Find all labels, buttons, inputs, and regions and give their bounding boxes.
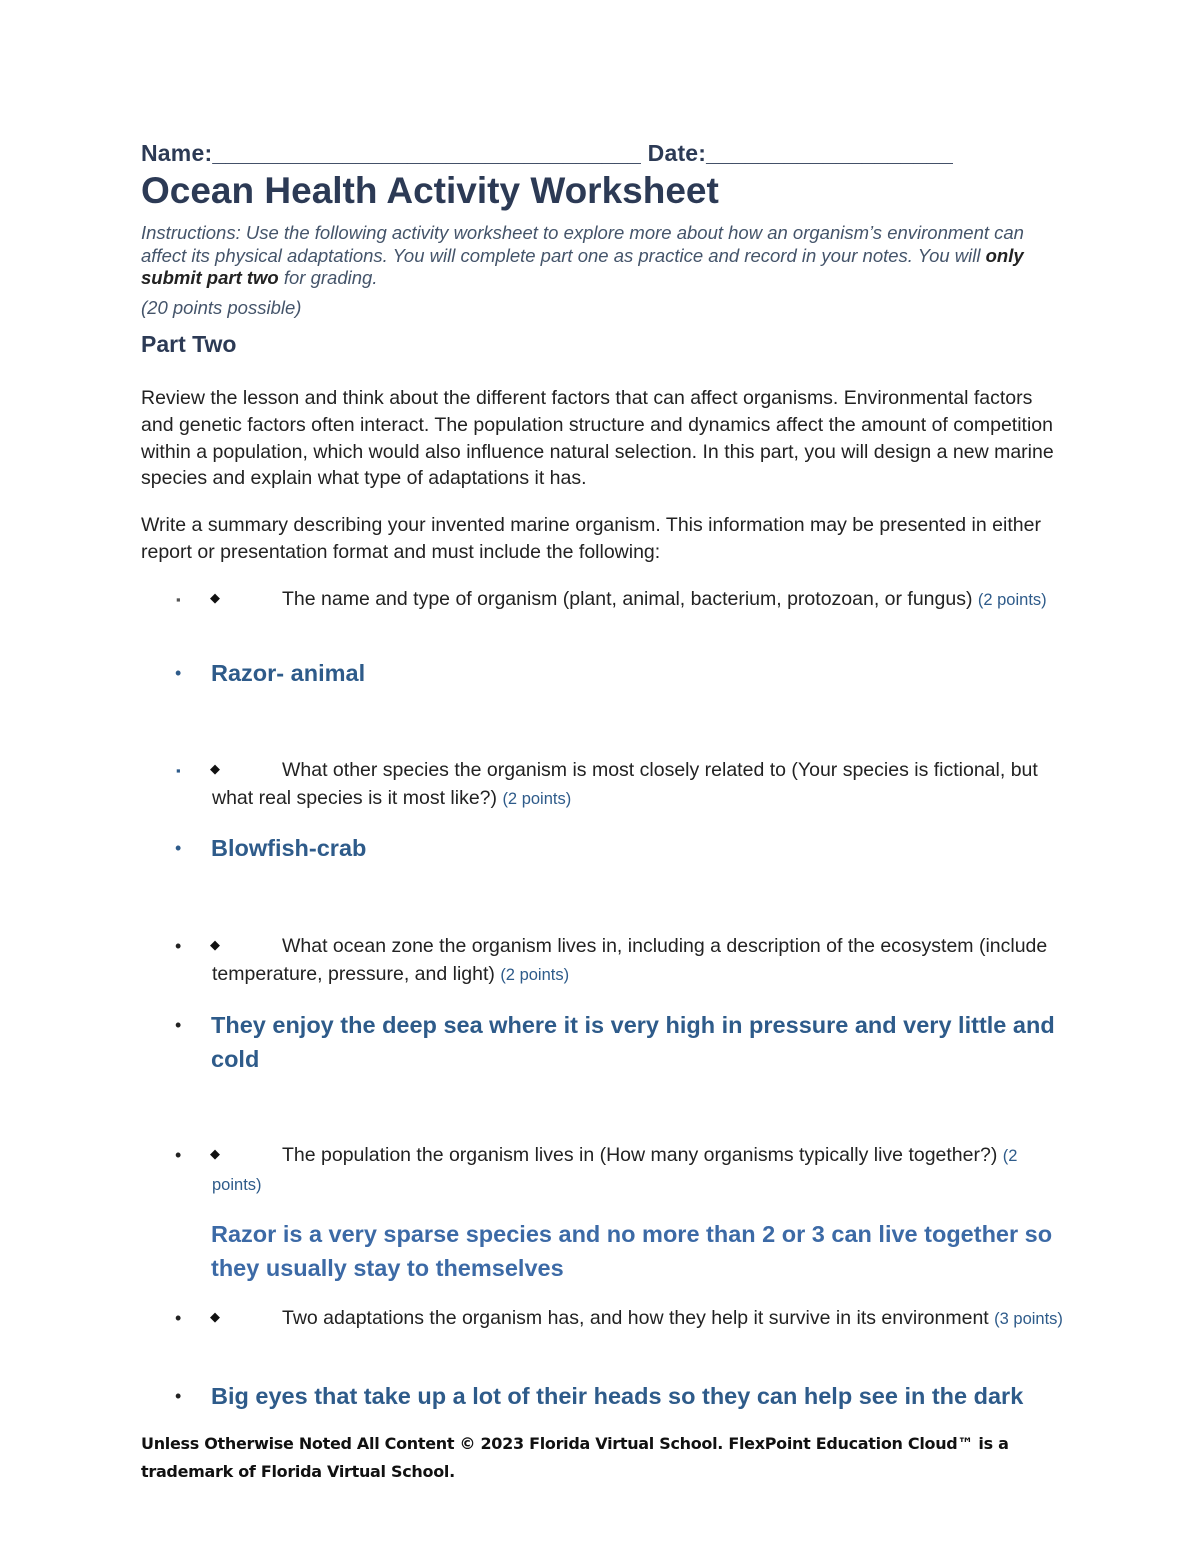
- question-5: [212, 1304, 1067, 1333]
- list-bullet: •: [175, 936, 182, 956]
- answer-bullet: •: [175, 1386, 182, 1406]
- question-3: [212, 932, 1067, 989]
- question-points: (2 points): [212, 1147, 1018, 1194]
- answer-bullet: •: [175, 663, 182, 683]
- intro-paragraph: Review the lesson and think about the different factors that can affect organisms. Environmental factors and genetic factors often interact. The population structure and dynamics affect the amount of competition within a population, which would also influence natural selection. In this part, you will design a new marine species and explain what type of adaptations it has.: [141, 387, 1054, 490]
- list-bullet: ▪: [176, 592, 181, 607]
- question-4: [212, 1141, 1067, 1199]
- question-points: (2 points): [502, 790, 572, 808]
- page-title: Ocean Health Activity Worksheet: [141, 170, 719, 211]
- answer-5: Big eyes that take up a lot of their heads so they can help see in the dark: [211, 1383, 1024, 1409]
- summary-paragraph: Write a summary describing your invented marine organism. This information may be presented in either report or presentation format and must include the following:: [141, 514, 1041, 563]
- part-heading: Part Two: [141, 331, 237, 357]
- name-date-line: [141, 140, 953, 167]
- diamond-bullet-icon: ◆: [210, 761, 220, 776]
- copyright-footer: Unless Otherwise Noted All Content © 2023 Florida Virtual School. FlexPoint Education Cloud™ is a trademark of Florida Virtual School.: [141, 1434, 1009, 1481]
- instructions-bold: only submit part two: [141, 244, 1024, 288]
- diamond-bullet-icon: ◆: [210, 590, 220, 605]
- list-bullet: •: [175, 1308, 182, 1328]
- name-label: Name:: [141, 140, 213, 166]
- instructions-text-1: Instructions: Use the following activity worksheet to explore more about how an organism’s environment can affect its physical adaptations. You will complete part one as practice and record in your notes. You will: [141, 222, 1024, 266]
- list-bullet: ▪: [176, 763, 181, 778]
- list-bullet: •: [175, 1145, 182, 1165]
- answer-4: Razor is a very sparse species and no more than 2 or 3 can live together so they usually stay to themselves: [211, 1221, 1053, 1281]
- question-2: [212, 756, 1067, 813]
- question-points: (2 points): [500, 966, 570, 984]
- question-text: The name and type of organism (plant, animal, bacterium, protozoan, or fungus): [282, 588, 978, 610]
- instructions: [141, 222, 1051, 290]
- question-points: (3 points): [994, 1310, 1063, 1328]
- instructions-text-2: for grading.: [278, 267, 378, 288]
- date-label: Date:: [647, 140, 707, 166]
- answer-2: Blowfish-crab: [211, 835, 367, 861]
- name-blank: _________________________________: [212, 140, 642, 166]
- question-1: [212, 585, 1067, 614]
- answer-1: Razor- animal: [211, 660, 366, 686]
- diamond-bullet-icon: ◆: [210, 1309, 220, 1324]
- diamond-bullet-icon: ◆: [210, 937, 220, 952]
- diamond-bullet-icon: ◆: [210, 1146, 220, 1161]
- question-text: Two adaptations the organism has, and how they help it survive in its environment: [282, 1307, 995, 1329]
- answer-bullet: •: [175, 838, 182, 858]
- question-text: What ocean zone the organism lives in, including a description of the ecosystem (include temperature, pressure, and light): [212, 935, 1048, 985]
- answer-bullet: •: [175, 1015, 182, 1035]
- question-text: What other species the organism is most closely related to (Your species is fictional, but what real species is it most like?): [212, 759, 1038, 809]
- question-text: The population the organism lives in (How many organisms typically live together?): [282, 1144, 1003, 1166]
- question-points: (2 points): [977, 591, 1047, 609]
- points-possible: (20 points possible): [141, 297, 302, 318]
- answer-3: They enjoy the deep sea where it is very high in pressure and very little and cold: [211, 1012, 1055, 1072]
- date-blank: ___________________: [706, 140, 953, 166]
